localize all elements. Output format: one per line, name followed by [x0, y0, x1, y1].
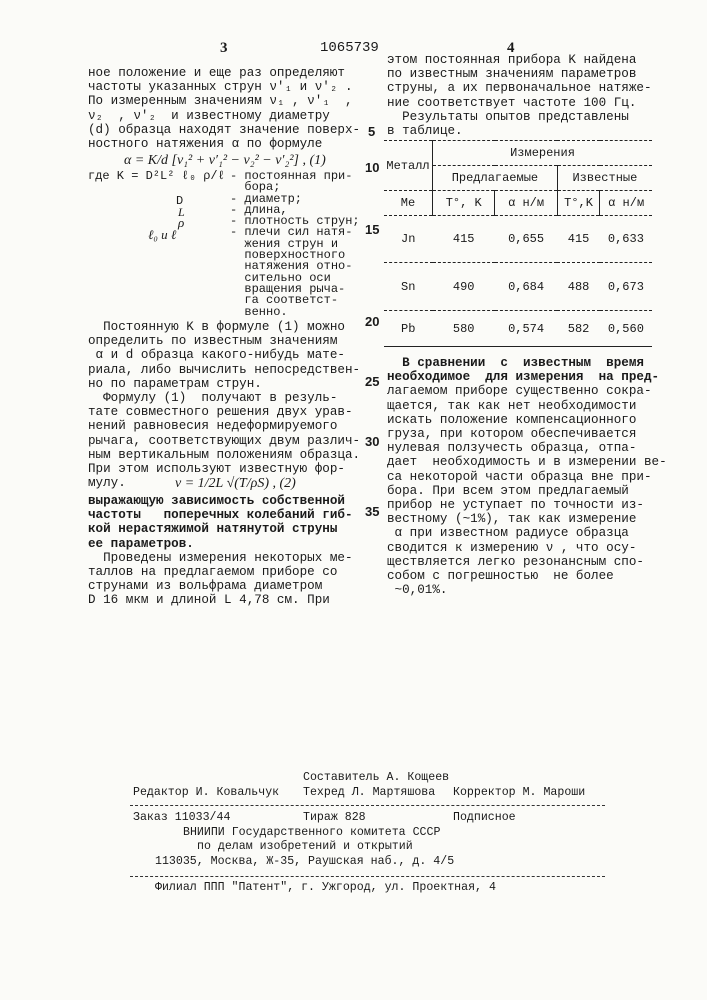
definition-line: сительно оси: [230, 273, 360, 284]
text-line: вестному (~1%), так как измерение: [387, 512, 667, 526]
table-cell: 0,574: [495, 311, 557, 347]
text-line: необходимое для измерения на пред-: [387, 370, 667, 384]
line-number: 10: [365, 160, 379, 175]
text-line: Результаты опытов представлены: [387, 110, 652, 124]
text-line: выражающую зависимость собственной: [88, 494, 353, 508]
text-line: Постоянную K в формуле (1) можно: [88, 320, 360, 334]
text-line: бора. При всем этом предлагаемый: [387, 484, 667, 498]
symbol-d: D: [176, 194, 183, 208]
text-line: но по параметрам струн.: [88, 377, 360, 391]
text-line: Проведены измерения некоторых ме-: [88, 551, 353, 565]
text-line: искать положение компенсационного: [387, 413, 667, 427]
text-line: риала, либо вычислить непосредствен-: [88, 363, 360, 377]
definition-line: - плотность струн;: [230, 216, 360, 227]
table-row: [384, 263, 652, 311]
text-line: дает необходимость и в измерении ве-: [387, 455, 667, 469]
results-table: [384, 140, 652, 347]
definition-line: венно.: [230, 307, 360, 318]
table-cell: 0,633: [600, 216, 652, 263]
text-line: ~0,01%.: [387, 583, 667, 597]
circulation: Тираж 828: [303, 811, 366, 824]
unit-alpha-proposed: α н/м: [495, 191, 557, 216]
definition-line: поверхностного: [230, 250, 360, 261]
text-line: частоты поперечных колебаний гиб-: [88, 508, 353, 522]
line-number: 25: [365, 374, 379, 389]
text-line: частоты указанных струн ν′₁ и ν′₂ .: [88, 80, 360, 94]
text-line: ностного натяжения α по формуле: [88, 137, 360, 151]
header-metal: Металл: [384, 141, 433, 191]
symbol-rho: ρ: [178, 215, 184, 231]
text-line: этом постоянная прибора K найдена: [387, 53, 652, 67]
text-line: сводится к измерению ν , что осу-: [387, 541, 667, 555]
left-paragraph-1: [88, 66, 360, 151]
table-row: [384, 216, 652, 263]
metal-cell: Sn: [384, 263, 433, 311]
definitions-list: [230, 171, 360, 318]
text-line: нулевая ползучесть образца, отпа-: [387, 441, 667, 455]
line-number: 35: [365, 504, 379, 519]
left-paragraph-3: [88, 494, 353, 608]
divider: [130, 876, 605, 877]
table-row: [384, 311, 652, 347]
text-line: ное положение и еще раз определяют: [88, 66, 360, 80]
right-paragraph-1: [387, 53, 652, 138]
subscription: Подписное: [453, 811, 516, 824]
patent-number: 1065739: [320, 40, 379, 56]
text-line: ние соответствует частоте 100 Гц.: [387, 96, 652, 110]
table-cell: 488: [557, 263, 600, 311]
definition-line: - плечи сил натя-: [230, 227, 360, 238]
text-line: В сравнении с известным время: [387, 356, 667, 370]
line-number: 15: [365, 222, 379, 237]
text-line: Формулу (1) получают в резуль-: [88, 391, 360, 405]
text-line: При этом используют известную фор-: [88, 462, 360, 476]
header-measurements: Измерения: [433, 141, 653, 166]
table-cell: 490: [433, 263, 495, 311]
text-line: α при известном радиусе образца: [387, 526, 667, 540]
formula-2: ν = 1/2L √(T/ρS) , (2): [175, 476, 296, 492]
editor: Редактор И. Ковальчук: [133, 786, 279, 799]
table-cell: 0,655: [495, 216, 557, 263]
text-line: По измеренным значениям ν₁ , ν′₁ ,: [88, 94, 360, 108]
techred: Техред Л. Мартяшова: [303, 786, 435, 799]
text-line: по известным значениям параметров: [387, 67, 652, 81]
text-line: собом с погрешностью не более: [387, 569, 667, 583]
table-cell: 0,560: [600, 311, 652, 347]
header-proposed: Предлагаемые: [433, 166, 558, 191]
text-line: щается, так как нет необходимости: [387, 399, 667, 413]
unit-t-known: T°,K: [557, 191, 600, 216]
header-known: Известные: [557, 166, 652, 191]
address: 113035, Москва, Ж-35, Раушская наб., д. 4/5: [155, 855, 454, 868]
divider: [130, 805, 605, 806]
text-line: прибор не уступает по точности из-: [387, 498, 667, 512]
formula-1: α = K/d [ν₁² + ν′₁² − ν₂² − ν′₂²] , (1): [124, 153, 326, 169]
definition-line: га соответст-: [230, 295, 360, 306]
definition-line: - диаметр;: [230, 194, 360, 205]
text-line: ее параметров.: [88, 537, 353, 551]
organization-line-1: ВНИИПИ Государственного комитета СССР: [183, 826, 440, 839]
definition-line: - постоянная при-: [230, 171, 360, 182]
unit-alpha-known: α н/м: [600, 191, 652, 216]
text-line: определить по известным значениям: [88, 334, 360, 348]
text-line: (d) образца находят значение поверх-: [88, 123, 360, 137]
text-line: ν₂ , ν′₂ и известному диаметру: [88, 109, 360, 123]
definition-line: вращения рыча-: [230, 284, 360, 295]
page-number-left: 3: [220, 40, 228, 57]
table-cell: 0,684: [495, 263, 557, 311]
table-cell: 580: [433, 311, 495, 347]
line-number: 30: [365, 434, 379, 449]
where-label: где K = D²L² ℓ₀ ρ/ℓ: [88, 171, 225, 182]
text-line: в таблице.: [387, 124, 652, 138]
text-line: мулу.: [88, 476, 360, 490]
definition-line: бора;: [230, 182, 360, 193]
text-line: ным вертикальным положениям образца.: [88, 448, 360, 462]
line-number: 5: [368, 124, 375, 139]
definition-line: жения струн и: [230, 239, 360, 250]
text-line: груза, при котором обеспечивается: [387, 427, 667, 441]
text-line: кой нерастяжимой натянутой струны: [88, 522, 353, 536]
left-paragraph-2: [88, 320, 360, 490]
text-line: нений равновесия недеформируемого: [88, 419, 360, 433]
text-line: α и d образца какого-нибудь мате-: [88, 348, 360, 362]
metal-cell: Jn: [384, 216, 433, 263]
order-number: Заказ 11033/44: [133, 811, 230, 824]
text-line: ществляется легко резонансным спо-: [387, 555, 667, 569]
text-line: лагаемом приборе существенно сокра-: [387, 384, 667, 398]
branch-address: Филиал ППП "Патент", г. Ужгород, ул. Проектная, 4: [155, 881, 496, 894]
metal-cell: Pb: [384, 311, 433, 347]
table-cell: 415: [433, 216, 495, 263]
text-line: рычага, соответствующих двум различ-: [88, 434, 360, 448]
text-line: D 16 мкм и длиной L 4,78 см. При: [88, 593, 353, 607]
table-cell: 415: [557, 216, 600, 263]
text-line: струны, а их первоначальное натяже-: [387, 81, 652, 95]
table-cell: 0,673: [600, 263, 652, 311]
text-line: таллов на предлагаемом приборе со: [88, 565, 353, 579]
unit-me: Me: [384, 191, 433, 216]
text-line: са некоторой части образца вне при-: [387, 470, 667, 484]
line-number: 20: [365, 314, 379, 329]
definition-line: натяжения отно-: [230, 261, 360, 272]
definition-line: - длина,: [230, 205, 360, 216]
unit-t-proposed: T°, K: [433, 191, 495, 216]
text-line: струнами из вольфрама диаметром: [88, 579, 353, 593]
table-cell: 582: [557, 311, 600, 347]
symbol-l: L: [178, 205, 185, 220]
compiler: Составитель А. Кощеев: [303, 771, 449, 784]
organization-line-2: по делам изобретений и открытий: [197, 840, 413, 853]
page-number-right: 4: [507, 40, 515, 57]
right-paragraph-2: [387, 356, 667, 597]
symbol-arms: ℓ₀ и ℓ: [148, 227, 176, 243]
corrector: Корректор М. Мароши: [453, 786, 585, 799]
text-line: тате совместного решения двух урав-: [88, 405, 360, 419]
